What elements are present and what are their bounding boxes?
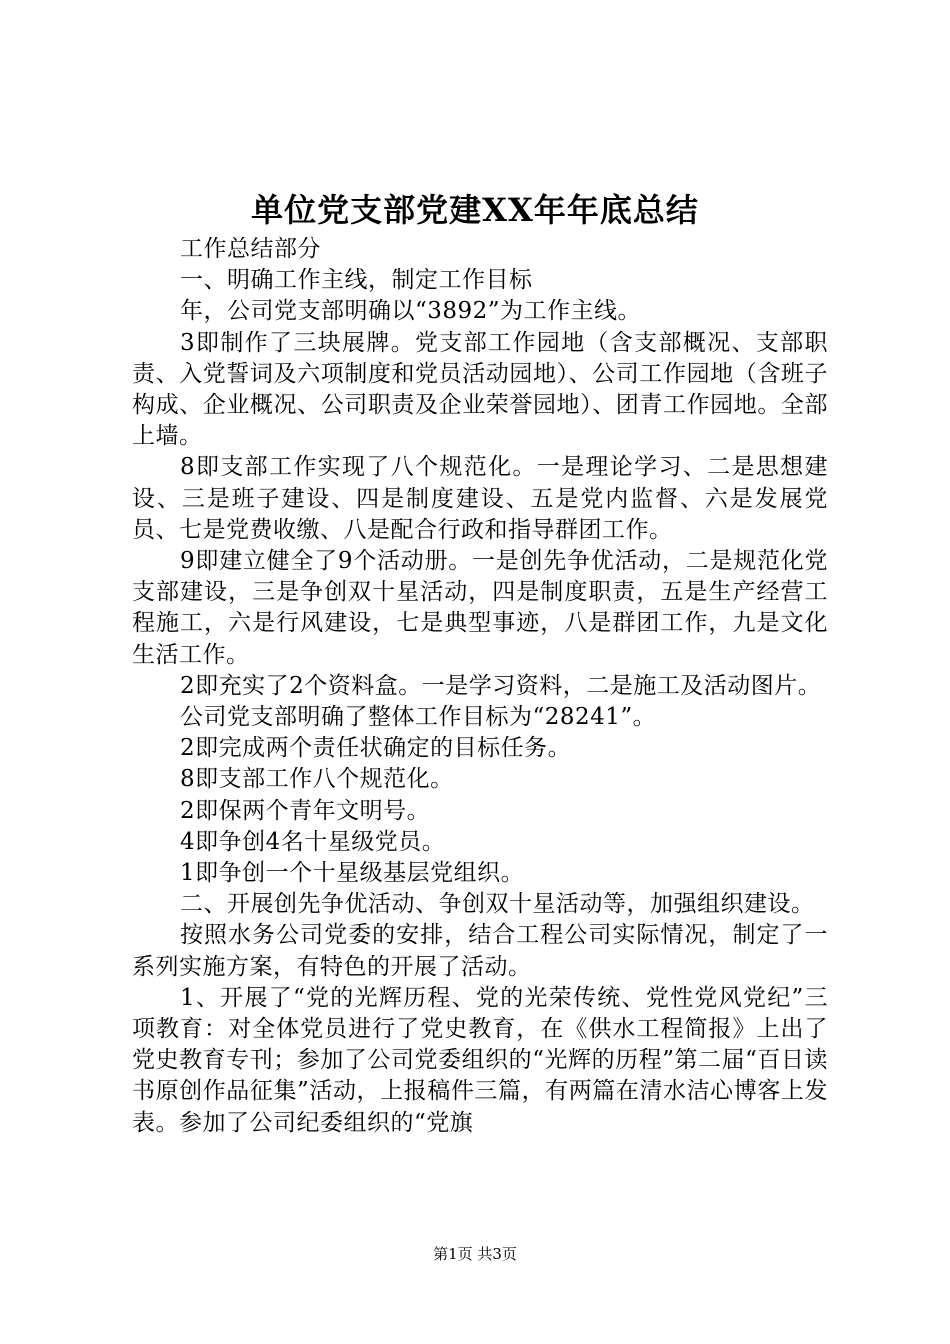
paragraph: 2即保两个青年文明号。: [180, 797, 431, 824]
page-footer: 第1页 共3页: [433, 1245, 517, 1263]
paragraph: 按照水务公司党委的安排，结合工程公司实际情况，制定了一系列实施方案，有特色的开展了活动。: [132, 922, 828, 980]
paragraph: 1、开展了“党的光辉历程、党的光荣传统、党性党风党纪”三项教育：对全体党员进行了党史教育，在《供水工程简报》上出了党史教育专刊；参加了公司党委组织的“光辉的历程”第二届“百日读书原创作品征集”活动，上报稿件三篇，有两篇在清水洁心博客上发表。参加了公司纪委组织的“党旗: [132, 984, 828, 1136]
paragraph: 3即制作了三块展牌。党支部工作园地（含支部概况、支部职责、入党誓词及六项制度和党员活动园地）、公司工作园地（含班子构成、企业概况、公司职责及企业荣誉园地）、团青工作园地。全部上墙。: [132, 329, 828, 450]
paragraph: 4即争创4名十星级党员。: [180, 828, 446, 855]
paragraph: 2即完成两个责任状确定的目标任务。: [180, 735, 572, 762]
paragraph: 8即支部工作实现了八个规范化。一是理论学习、二是思想建设、三是班子建设、四是制度建设、五是党内监督、六是发展党员、七是党费收缴、八是配合行政和指导群团工作。: [132, 454, 828, 543]
paragraph: 公司党支部明确了整体工作目标为“28241”。: [180, 704, 657, 731]
paragraph: 9即建立健全了9个活动册。一是创先争优活动，二是规范化党支部建设，三是争创双十星活动，四是制度职责，五是生产经营工程施工，六是行风建设，七是典型事迹，八是群团工作，九是文化生活工作。: [132, 548, 828, 668]
paragraph: 一、明确工作主线，制定工作目标: [180, 267, 533, 294]
paragraph: 年，公司党支部明确以“3892”为工作主线。: [180, 298, 642, 325]
document-body: [132, 234, 828, 1139]
paragraph: 1即争创一个十星级基层党组织。: [180, 860, 525, 887]
paragraph: 2即充实了2个资料盒。一是学习资料，二是施工及活动图片。: [180, 672, 822, 699]
document-title: 单位党支部党建XX年年底总结: [251, 191, 699, 229]
paragraph: 8即支部工作八个规范化。: [180, 766, 454, 793]
paragraph: 二、开展创先争优活动、争创双十星活动等，加强组织建设。: [180, 891, 815, 918]
paragraph: 工作总结部分: [180, 236, 321, 262]
